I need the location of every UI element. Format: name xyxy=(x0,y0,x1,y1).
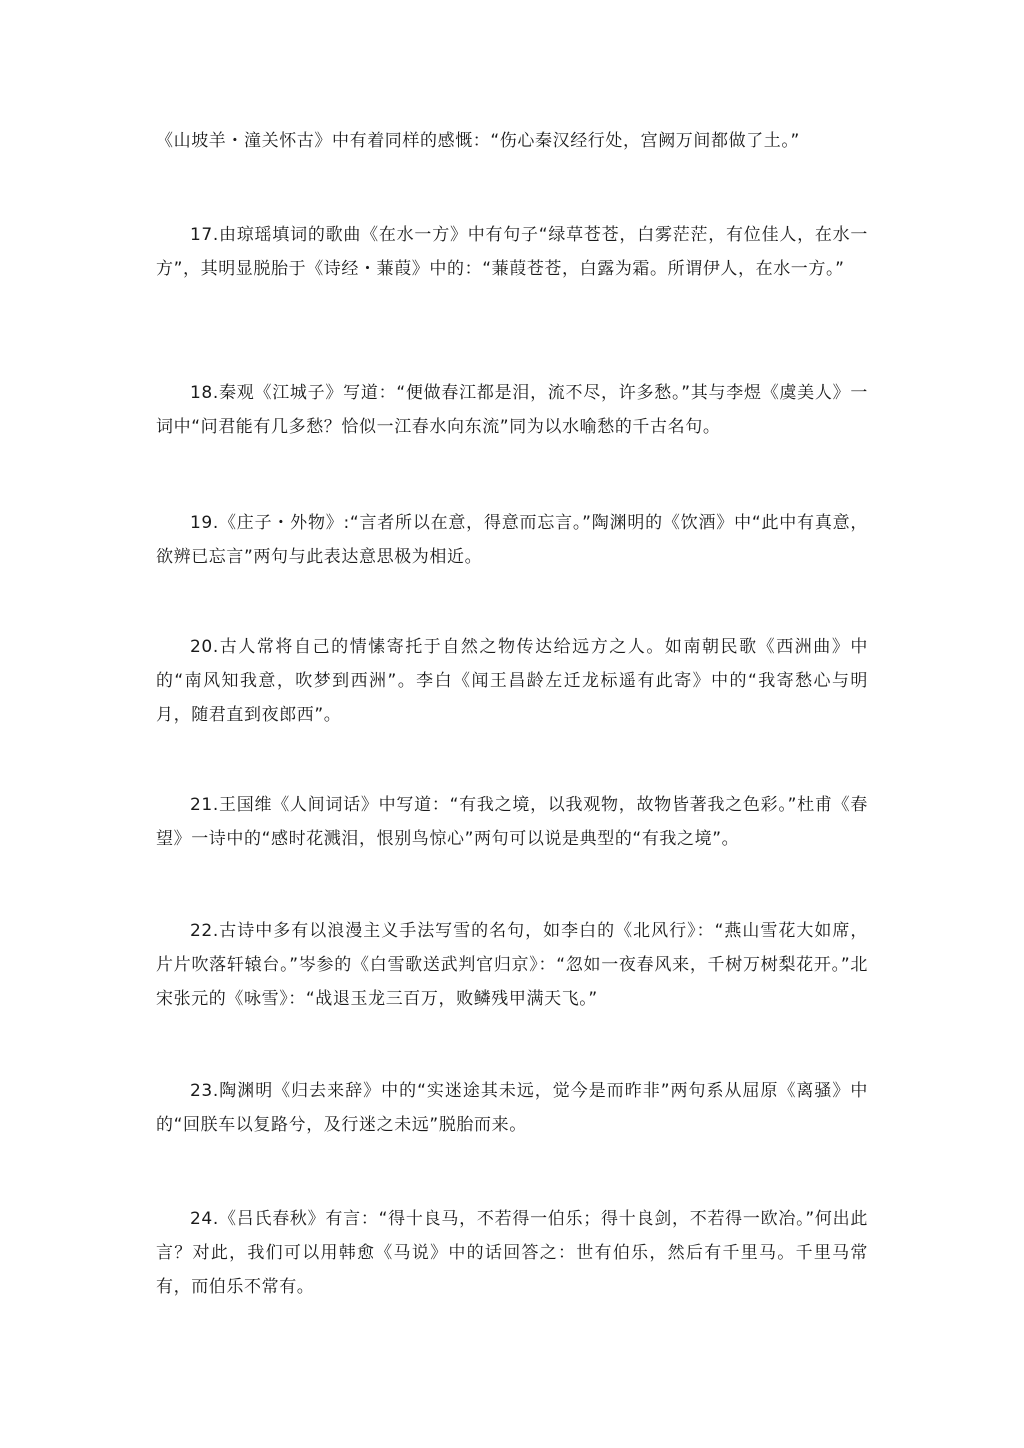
paragraph-21: 21.王国维《人间词话》中写道：“有我之境，以我观物，故物皆著我之色彩。”杜甫《春望》一诗中的“感时花溅泪，恨别鸟惊心”两句可以说是典型的“有我之境”。 xyxy=(156,795,868,849)
paragraph-continuation: 《山坡羊・潼关怀古》中有着同样的感慨：“伤心秦汉经行处，宫阙万间都做了土。” xyxy=(156,131,800,151)
paragraph-17: 17.由琼瑶填词的歌曲《在水一方》中有句子“绿草苍苍，白雾茫茫，有位佳人，在水一方”，其明显脱胎于《诗经・蒹葭》中的：“蒹葭苍苍，白露为霜。所谓伊人，在水一方。” xyxy=(156,225,868,279)
paragraph-24: 24.《吕氏春秋》有言：“得十良马，不若得一伯乐；得十良剑，不若得一欧冶。”何出此言？对此，我们可以用韩愈《马说》中的话回答之：世有伯乐，然后有千里马。千里马常有，而伯乐不常有。 xyxy=(156,1209,868,1297)
paragraph-19: 19.《庄子・外物》:“言者所以在意，得意而忘言。”陶渊明的《饮酒》中“此中有真意，欲辨已忘言”两句与此表达意思极为相近。 xyxy=(156,513,868,567)
paragraph-20: 20.古人常将自己的情愫寄托于自然之物传达给远方之人。如南朝民歌《西洲曲》中的“南风知我意，吹梦到西洲”。李白《闻王昌龄左迁龙标遥有此寄》中的“我寄愁心与明月，随君直到夜郎西”。 xyxy=(156,637,868,725)
paragraph-18: 18.秦观《江城子》写道：“便做春江都是泪，流不尽，许多愁。”其与李煜《虞美人》一词中“问君能有几多愁？恰似一江春水向东流”同为以水喻愁的千古名句。 xyxy=(156,383,868,437)
paragraph-22: 22.古诗中多有以浪漫主义手法写雪的名句，如李白的《北风行》：“燕山雪花大如席，片片吹落轩辕台。”岑参的《白雪歌送武判官归京》：“忽如一夜春风来，千树万树梨花开。”北宋张元的《咏雪》：“战退玉龙三百万，败鳞残甲满天飞。” xyxy=(156,921,868,1009)
paragraph-23: 23.陶渊明《归去来辞》中的“实迷途其未远，觉今是而昨非”两句系从屈原《离骚》中的“回朕车以复路兮，及行迷之未远”脱胎而来。 xyxy=(156,1081,868,1135)
